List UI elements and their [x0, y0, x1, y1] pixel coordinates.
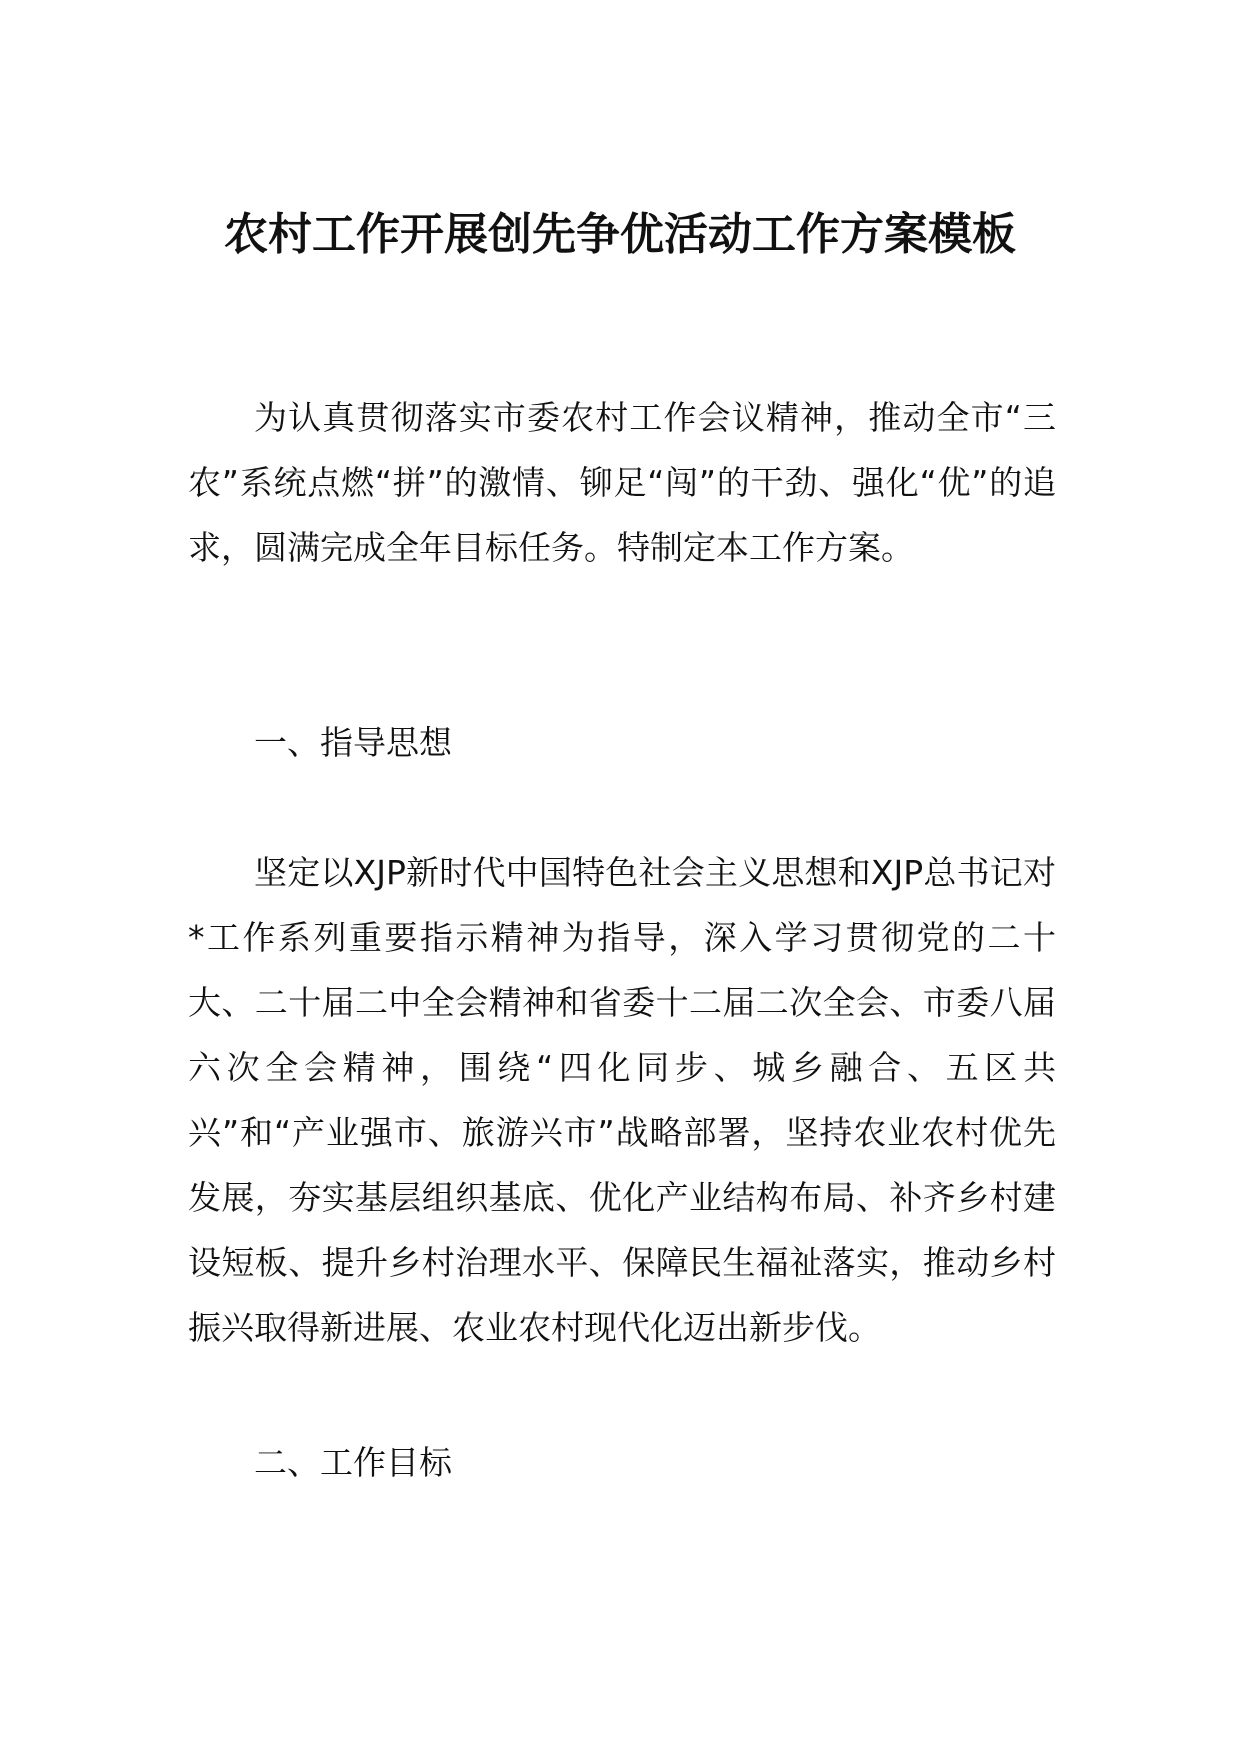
- section-2-heading: 二、工作目标: [254, 1443, 452, 1482]
- document-title: 农村工作开展创先争优活动工作方案模板: [224, 209, 1016, 260]
- intro-paragraph: 为认真贯彻落实市委农村工作会议精神，推动全市“三农”系统点燃“拼”的激情、铆足“闯”的干劲、强化“优”的追求，圆满完成全年目标任务。特制定本工作方案。: [188, 398, 1056, 567]
- section-1-heading: 一、指导思想: [254, 723, 452, 762]
- section-1-paragraph: 坚定以XJP新时代中国特色社会主义思想和XJP总书记对*工作系列重要指示精神为指导，深入学习贯彻党的二十大、二十届二中全会精神和省委十二届二次全会、市委八届六次全会精神，围绕“四化同步、城乡融合、五区共兴”和“产业强市、旅游兴市”战略部署，坚持农业农村优先发展，夯实基层组织基底、优化产业结构布局、补齐乡村建设短板、提升乡村治理水平、保障民生福祉落实，推动乡村振兴取得新进展、农业农村现代化迈出新步伐。: [188, 853, 1056, 1347]
